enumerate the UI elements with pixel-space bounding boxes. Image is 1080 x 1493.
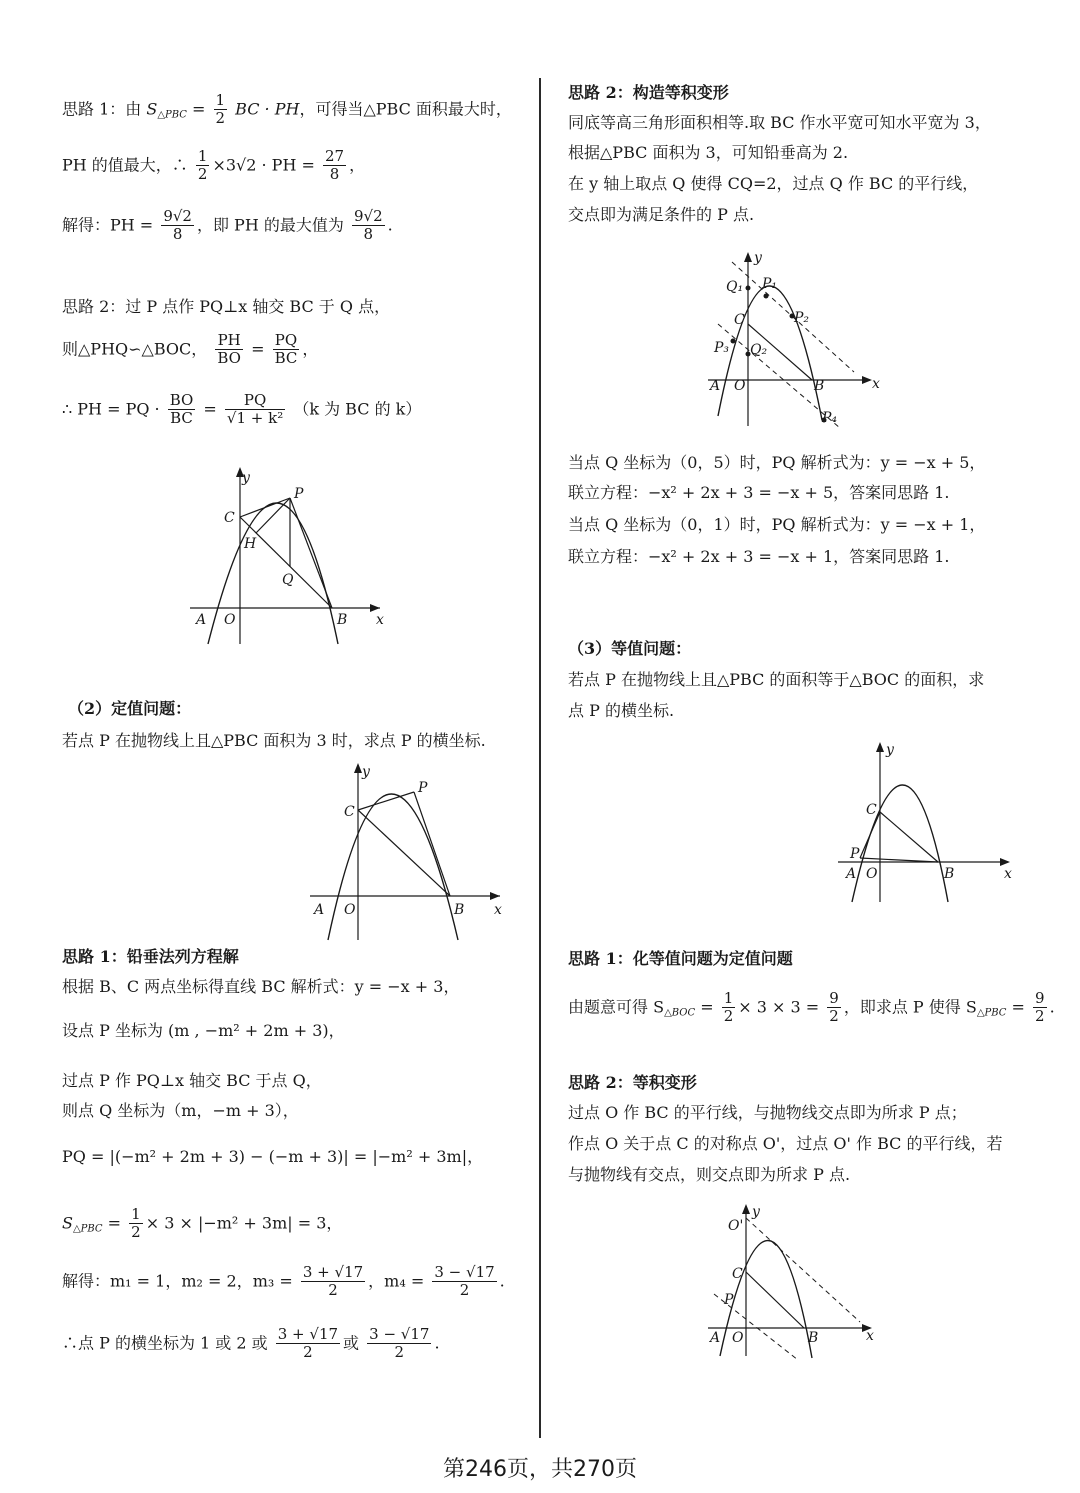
sec3-line1: 若点 P 在抛物线上且△PBC 的面积等于△BOC 的面积，求 [568, 670, 985, 689]
svg-text:C: C [734, 312, 745, 328]
r3-title: 思路 1：化等值问题为定值问题 [568, 949, 793, 968]
svg-text:x: x [866, 1328, 874, 1344]
sec2-title: （2）定值问题： [68, 699, 192, 718]
sec2-body: 若点 P 在抛物线上且△PBC 面积为 3 时，求点 P 的横坐标. [62, 731, 486, 750]
m1-line2: 设点 P 坐标为 (m , −m² + 2m + 3)， [62, 1021, 345, 1040]
svg-text:H: H [244, 536, 257, 552]
svg-text:C: C [732, 1266, 743, 1282]
svg-text:x: x [494, 902, 502, 918]
sec3-title: （3）等值问题： [568, 639, 692, 658]
m1-line7: 解得：m₁ = 1，m₂ = 2，m₃ = $\frac{3 + √17}{2}$ ，m₄ = $\frac{3 - √17}{2}$ . [62, 1263, 505, 1300]
svg-text:C: C [866, 802, 877, 818]
svg-text:C: C [224, 510, 235, 526]
r3-line1: 由题意可得 $S_{\triangle BOC}$ = $\frac{1}{2}$ × 3 × 3 = $\frac{9}{2}$ ，即求点 P 使得 $S_{\triangle PBC}$ = $\frac{9}{2}$ . [568, 989, 1055, 1026]
sec3-line2: 点 P 的横坐标. [568, 701, 675, 720]
svg-text:A: A [196, 612, 207, 628]
m1-line4: 则点 Q 坐标为（m，−m + 3）， [62, 1101, 299, 1120]
diagram-equal-value [830, 738, 1030, 908]
r4-title: 思路 2：等积变形 [568, 1073, 697, 1092]
svg-text:Q₁: Q₁ [726, 279, 744, 295]
svg-text:x: x [376, 612, 384, 628]
svg-text:B: B [808, 1330, 819, 1346]
svg-text:y: y [752, 1204, 760, 1220]
svg-text:A: A [710, 378, 721, 394]
diagram-ph-max [180, 462, 400, 647]
svg-text:Q: Q [282, 572, 294, 588]
svg-text:P: P [724, 1292, 734, 1308]
svg-text:y: y [754, 250, 762, 266]
s1-line1: 思路 1：由 $S_{\triangle PBC}$ = $\frac{1}{2}$ BC · PH，可得当△PBC 面积最大时， [62, 91, 512, 128]
r2-line4: 交点即为满足条件的 P 点. [568, 205, 755, 224]
svg-text:B: B [814, 378, 825, 394]
svg-text:x: x [872, 376, 880, 392]
diagram-equal-area-construction [700, 244, 900, 434]
column-divider [539, 78, 541, 1438]
r2-line7: 当点 Q 坐标为（0，1）时，PQ 解析式为：y = −x + 1， [568, 515, 986, 534]
svg-text:A: A [710, 1330, 721, 1346]
r2-line1: 同底等高三角形面积相等.取 BC 作水平宽可知水平宽为 3， [568, 113, 991, 132]
svg-text:P₂: P₂ [794, 310, 810, 326]
r4-line1: 过点 O 作 BC 的平行线，与抛物线交点即为所求 P 点； [568, 1103, 967, 1122]
r2-line6: 联立方程：−x² + 2x + 3 = −x + 5，答案同思路 1. [568, 483, 950, 502]
svg-text:x: x [1004, 866, 1012, 882]
s1-line2: PH 的值最大，∴ $\frac{1}{2}$ ×3√2 · PH = $\frac{27}{8}$ ， [62, 147, 366, 184]
svg-text:O: O [224, 612, 236, 628]
r2-title: 思路 2：构造等积变形 [568, 83, 729, 102]
m1-line5: PQ = |(−m² + 2m + 3) − (−m + 3)| = |−m² + 3m|， [62, 1147, 484, 1166]
m1-line3: 过点 P 作 PQ⊥x 轴交 BC 于点 Q， [62, 1071, 322, 1090]
s1-line3: 解得：PH = $\frac{9√2}{8}$ ，即 PH 的最大值为 $\frac{9√2}{8}$ . [62, 207, 393, 244]
m1-title: 思路 1：铅垂法列方程解 [62, 947, 239, 966]
r4-line3: 与抛物线有交点，则交点即为所求 P 点. [568, 1165, 851, 1184]
svg-text:A: A [846, 866, 857, 882]
svg-text:A: A [314, 902, 325, 918]
svg-text:P: P [294, 486, 304, 502]
diagram-equal-area-transform [700, 1200, 890, 1360]
m1-line8: ∴点 P 的横坐标为 1 或 2 或 $\frac{3 + √17}{2}$ 或 $\frac{3 - √17}{2}$ . [62, 1325, 440, 1362]
svg-text:O: O [344, 902, 356, 918]
svg-text:B: B [454, 902, 465, 918]
svg-text:y: y [362, 764, 370, 780]
svg-text:O: O [866, 866, 878, 882]
diagram-fixed-area [300, 758, 520, 943]
m1-line6: $S_{\triangle PBC}$ = $\frac{1}{2}$ × 3 × |−m² + 3m| = 3， [62, 1205, 343, 1242]
r2-line8: 联立方程：−x² + 2x + 3 = −x + 1，答案同思路 1. [568, 547, 950, 566]
s2-line2: 则△PHQ∽△BOC， $\frac{PH}{BO}$ = $\frac{PQ}{BC}$ ， [62, 331, 319, 368]
svg-text:P₁: P₁ [762, 276, 778, 292]
svg-text:B: B [337, 612, 348, 628]
r2-line2: 根据△PBC 面积为 3，可知铅垂高为 2. [568, 143, 849, 162]
svg-text:P: P [418, 780, 428, 796]
r2-line3: 在 y 轴上取点 Q 使得 CQ=2，过点 Q 作 BC 的平行线， [568, 174, 979, 193]
r4-line2: 作点 O 关于点 C 的对称点 O'，过点 O' 作 BC 的平行线，若 [568, 1134, 1003, 1153]
svg-text:C: C [344, 804, 355, 820]
s2-line1: 思路 2：过 P 点作 PQ⊥x 轴交 BC 于 Q 点， [62, 297, 391, 316]
svg-text:P₃: P₃ [714, 340, 730, 356]
s2-line3: ∴ PH = PQ · $\frac{BO}{BC}$ = $\frac{PQ}{\text{√1 + k²}}$ （k 为 BC 的 k） [62, 391, 422, 428]
svg-text:O': O' [728, 1218, 744, 1234]
svg-text:O: O [732, 1330, 744, 1346]
svg-text:B: B [944, 866, 955, 882]
page-footer: 第246页，共270页 [443, 1457, 637, 1482]
svg-text:y: y [242, 470, 250, 486]
svg-text:y: y [886, 742, 894, 758]
svg-text:P₄: P₄ [822, 410, 838, 426]
svg-text:Q₂: Q₂ [750, 342, 768, 358]
r2-line5: 当点 Q 坐标为（0，5）时，PQ 解析式为：y = −x + 5， [568, 453, 986, 472]
svg-text:O: O [734, 378, 746, 394]
m1-line1: 根据 B、C 两点坐标得直线 BC 解析式：y = −x + 3， [62, 977, 460, 996]
svg-text:P: P [850, 846, 860, 862]
